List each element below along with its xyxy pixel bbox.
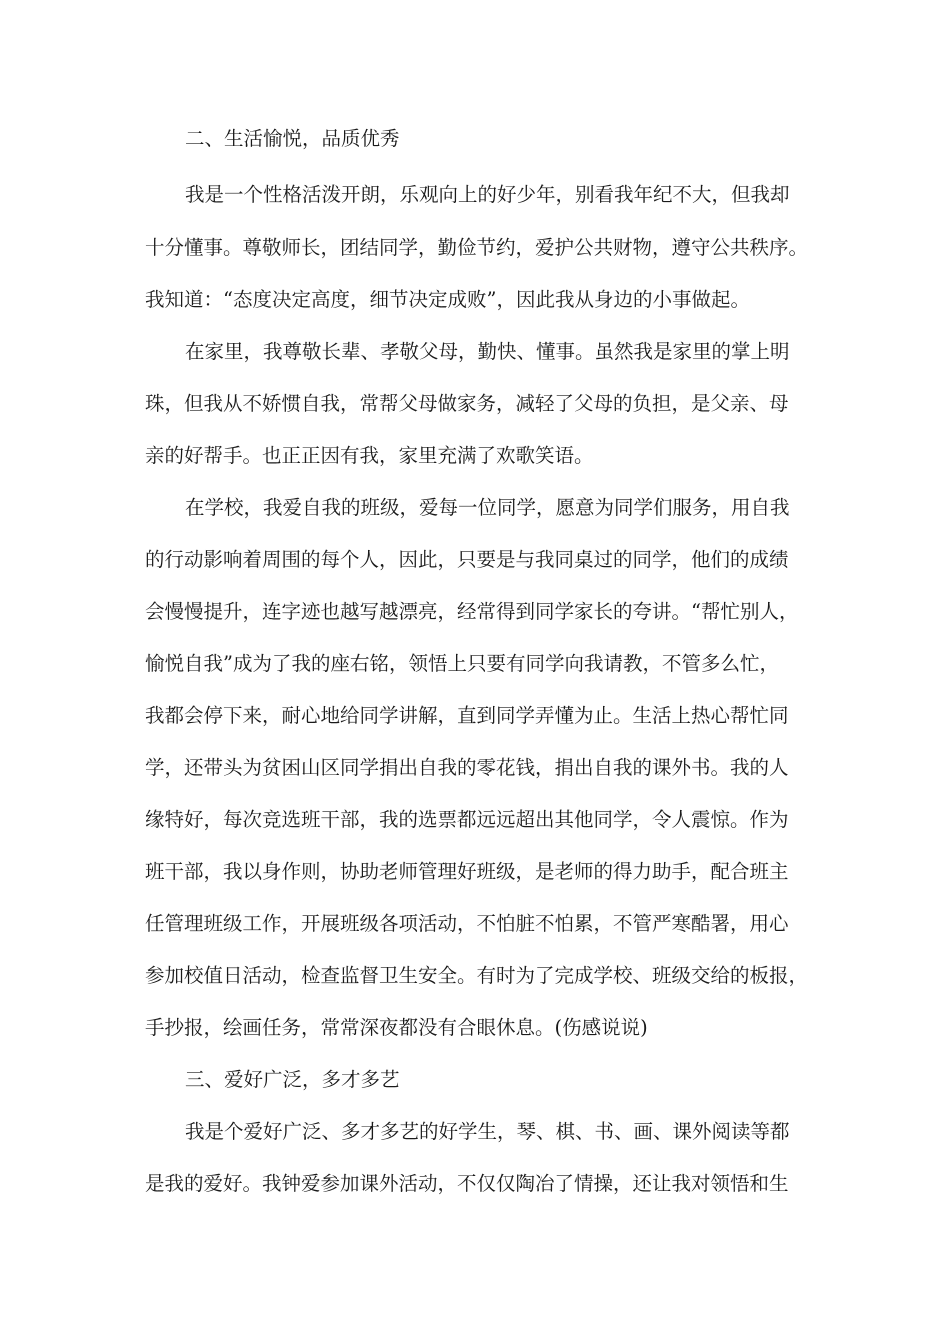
paragraph-line: 班干部，我以身作则，协助老师管理好班级，是老师的得力助手，配合班主 [145,860,789,883]
section-heading: 二、生活愉悦，品质优秀 [185,127,400,150]
paragraph-line: 在家里，我尊敬长辈、孝敬父母，勤快、懂事。虽然我是家里的掌上明 [185,340,790,363]
paragraph-line: 我知道：“态度决定高度，细节决定成败”，因此我从身边的小事做起。 [145,288,750,311]
paragraph-line: 缘特好，每次竞选班干部，我的选票都远远超出其他同学，令人震惊。作为 [145,808,789,831]
paragraph-line: 任管理班级工作，开展班级各项活动，不怕脏不怕累，不管严寒酷署，用心 [145,912,789,935]
paragraph-line: 是我的爱好。我钟爱参加课外活动，不仅仅陶冶了情操，还让我对领悟和生 [145,1172,789,1195]
paragraph-line: 手抄报，绘画任务，常常深夜都没有合眼休息。(伤感说说) [145,1016,648,1039]
paragraph-line: 愉悦自我”成为了我的座右铭，领悟上只要有同学向我请教，不管多么忙， [145,652,779,675]
paragraph-line: 的行动影响着周围的每个人，因此，只要是与我同桌过的同学，他们的成绩 [145,548,789,571]
paragraph-line: 亲的好帮手。也正正因有我，家里充满了欢歌笑语。 [145,444,594,467]
paragraph-line: 参加校值日活动，检查监督卫生安全。有时为了完成学校、班级交给的板报， [145,964,809,987]
paragraph-line: 我是个爱好广泛、多才多艺的好学生，琴、棋、书、画、课外阅读等都 [185,1120,790,1143]
paragraph-line: 珠，但我从不娇惯自我，常帮父母做家务，减轻了父母的负担，是父亲、母 [145,392,789,415]
paragraph-line: 我是一个性格活泼开朗，乐观向上的好少年，别看我年纪不大，但我却 [185,183,790,206]
paragraph-line: 学，还带头为贫困山区同学捐出自我的零花钱，捐出自我的课外书。我的人 [145,756,789,779]
paragraph-line: 会慢慢提升，连字迹也越写越漂亮，经常得到同学家长的夸讲。“帮忙别人， [145,600,799,623]
section-heading: 三、爱好广泛，多才多艺 [185,1068,400,1091]
paragraph-line: 十分懂事。尊敬师长，团结同学，勤俭节约，爱护公共财物，遵守公共秩序。 [145,236,809,259]
paragraph-line: 在学校，我爱自我的班级，爱每一位同学，愿意为同学们服务，用自我 [185,496,790,519]
paragraph-line: 我都会停下来，耐心地给同学讲解，直到同学弄懂为止。生活上热心帮忙同 [145,704,789,727]
